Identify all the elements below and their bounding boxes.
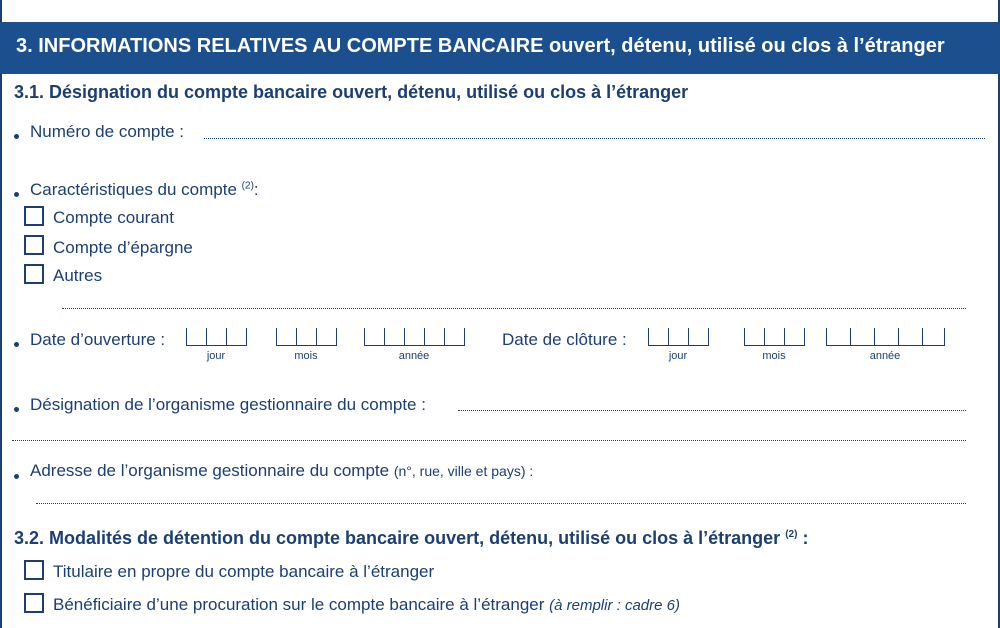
bullet-icon xyxy=(14,407,19,412)
account-number-label: Numéro de compte : xyxy=(30,122,185,141)
closing-month-caption: mois xyxy=(762,350,786,362)
subsection-32-title xyxy=(14,528,808,549)
organism-address-text: Adresse de l’organisme gestionnaire du compte xyxy=(30,461,390,480)
bullet-icon xyxy=(14,134,19,139)
opening-day-caption: jour xyxy=(206,350,226,362)
section-header xyxy=(0,22,1000,74)
subsection-32-note: (2) xyxy=(785,529,798,540)
closing-day-caption: jour xyxy=(668,350,688,362)
organism-address-field[interactable] xyxy=(36,503,966,504)
characteristics-text: Caractéristiques du compte xyxy=(30,180,237,199)
checkbox-compte-epargne[interactable] xyxy=(24,235,44,255)
organism-name-label: Désignation de l’organisme gestionnaire du compte : xyxy=(30,395,426,414)
subsection-32-title-text: 3.2. Modalités de détention du compte bancaire ouvert, détenu, utilisé ou clos à l’étranger xyxy=(14,528,781,548)
section-header-title xyxy=(16,35,945,58)
checkbox-autres[interactable] xyxy=(24,264,44,284)
subsection-31-title: 3.1. Désignation du compte bancaire ouvert, détenu, utilisé ou clos à l’étranger xyxy=(14,82,689,102)
autres-detail-field[interactable] xyxy=(62,308,966,309)
checkbox-beneficiaire[interactable] xyxy=(24,593,44,613)
option-beneficiaire-text: Bénéficiaire d’une procuration sur le compte bancaire à l’étranger xyxy=(53,595,545,614)
section-number: 3. xyxy=(16,35,33,57)
bullet-icon xyxy=(14,342,19,347)
checkbox-titulaire[interactable] xyxy=(24,560,44,580)
closing-year-caption: année xyxy=(869,350,901,362)
characteristics-note: (2) xyxy=(241,180,254,192)
bullet-icon xyxy=(14,474,19,479)
account-number-field[interactable] xyxy=(204,138,985,139)
opening-year-caption: année xyxy=(398,350,430,362)
option-titulaire: Titulaire en propre du compte bancaire à l’étranger xyxy=(53,562,435,581)
organism-address-hint: (n°, rue, ville et pays) : xyxy=(393,463,534,479)
organism-name-field-line2[interactable] xyxy=(12,440,966,441)
option-beneficiaire-hint: (à remplir : cadre 6) xyxy=(549,597,680,614)
section-title-bold: INFORMATIONS RELATIVES AU COMPTE BANCAIRE xyxy=(38,35,544,57)
characteristics-label xyxy=(30,180,259,200)
bullet-icon xyxy=(14,192,19,197)
option-autres: Autres xyxy=(53,266,103,285)
section-title-rest: ouvert, détenu, utilisé ou clos à l’étranger xyxy=(549,35,945,57)
opening-date-label: Date d’ouverture : xyxy=(30,330,166,349)
opening-month-caption: mois xyxy=(294,350,318,362)
organism-address-label xyxy=(30,461,533,481)
closing-date-label: Date de clôture : xyxy=(502,330,627,349)
option-beneficiaire xyxy=(53,595,680,615)
subsection-32-colon: : xyxy=(802,528,809,548)
option-compte-courant: Compte courant xyxy=(53,208,174,227)
option-compte-epargne: Compte d’épargne xyxy=(53,238,193,257)
organism-name-field[interactable] xyxy=(458,410,966,411)
checkbox-compte-courant[interactable] xyxy=(24,206,44,226)
characteristics-colon: : xyxy=(253,180,259,199)
